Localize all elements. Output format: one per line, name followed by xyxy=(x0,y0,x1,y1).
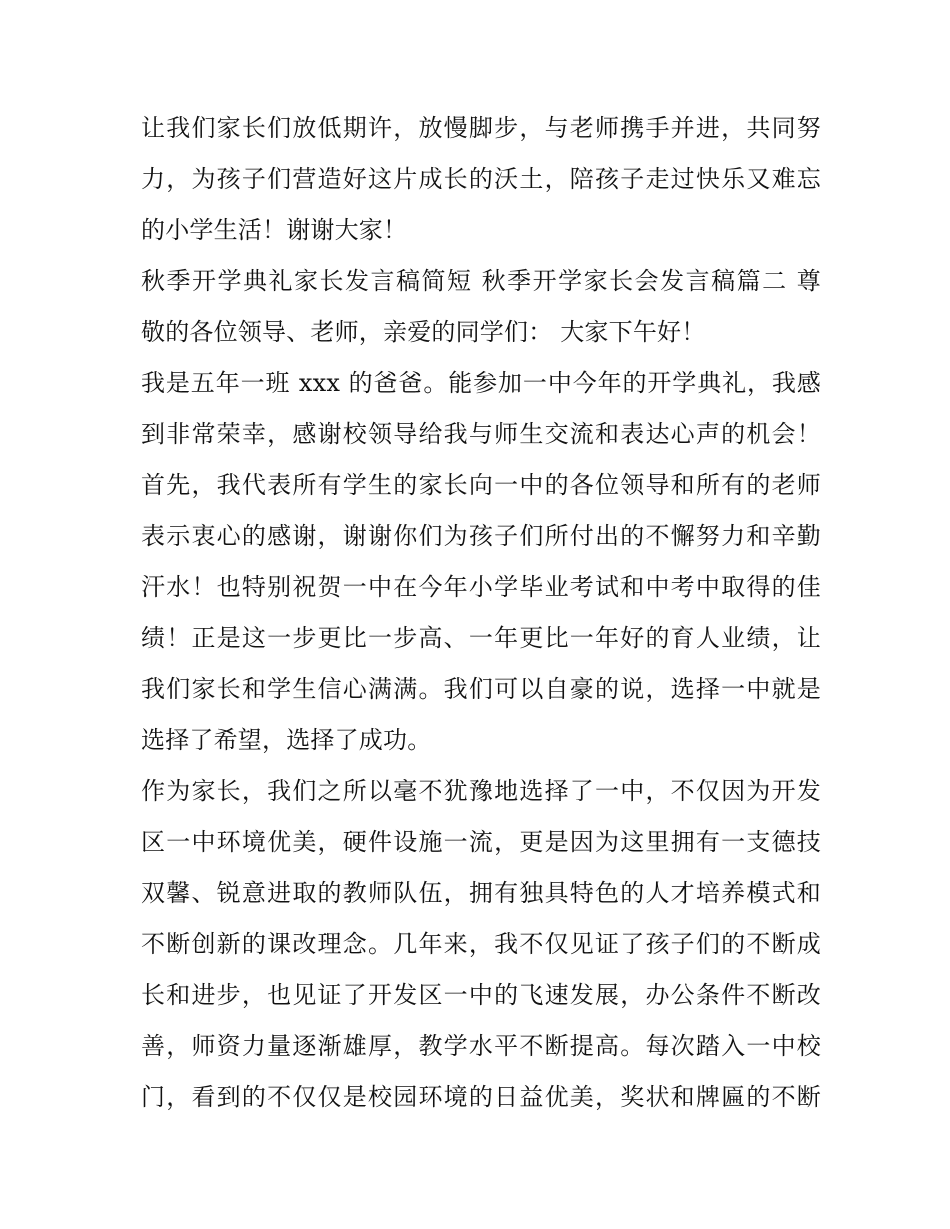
text-line: 秋季开学典礼家长发言稿简短 秋季开学家长会发言稿篇二 尊 xyxy=(141,267,821,295)
text-line: 表示衷心的感谢，谢谢你们为孩子们所付出的不懈努力和辛勤 xyxy=(141,522,821,550)
text-line: 首先，我代表所有学生的家长向一中的各位领导和所有的老师 xyxy=(141,471,821,499)
text-line: 我是五年一班 xxx 的爸爸。能参加一中今年的开学典礼，我感 xyxy=(141,369,821,397)
text-line: 选择了希望，选择了成功。 xyxy=(141,726,432,754)
text-line: 敬的各位领导、老师，亲爱的同学们： 大家下午好！ xyxy=(141,318,706,346)
text-line: 不断创新的课改理念。几年来，我不仅见证了孩子们的不断成 xyxy=(141,930,821,958)
text-line: 的小学生活！谢谢大家！ xyxy=(141,216,408,244)
text-line: 双馨、锐意进取的教师队伍，拥有独具特色的人才培养模式和 xyxy=(141,879,821,907)
text-line: 善，师资力量逐渐雄厚，教学水平不断提高。每次踏入一中校 xyxy=(141,1032,821,1060)
text-line: 我们家长和学生信心满满。我们可以自豪的说，选择一中就是 xyxy=(141,675,821,703)
text-line: 到非常荣幸，感谢校领导给我与师生交流和表达心声的机会！ xyxy=(141,420,821,448)
text-line: 绩！正是这一步更比一步高、一年更比一年好的育人业绩，让 xyxy=(141,624,821,652)
text-line: 区一中环境优美，硬件设施一流，更是因为这里拥有一支德技 xyxy=(141,828,821,856)
text-line: 汗水！也特别祝贺一中在今年小学毕业考试和中考中取得的佳 xyxy=(141,573,821,601)
document-body xyxy=(141,103,821,1123)
text-line: 作为家长，我们之所以毫不犹豫地选择了一中，不仅因为开发 xyxy=(141,777,821,805)
text-line: 门，看到的不仅仅是校园环境的日益优美，奖状和牌匾的不断 xyxy=(141,1083,821,1111)
text-line: 长和进步，也见证了开发区一中的飞速发展，办公条件不断改 xyxy=(141,981,821,1009)
text-line: 让我们家长们放低期许，放慢脚步，与老师携手并进，共同努 xyxy=(141,114,821,142)
text-line: 力，为孩子们营造好这片成长的沃土，陪孩子走过快乐又难忘 xyxy=(141,165,821,193)
